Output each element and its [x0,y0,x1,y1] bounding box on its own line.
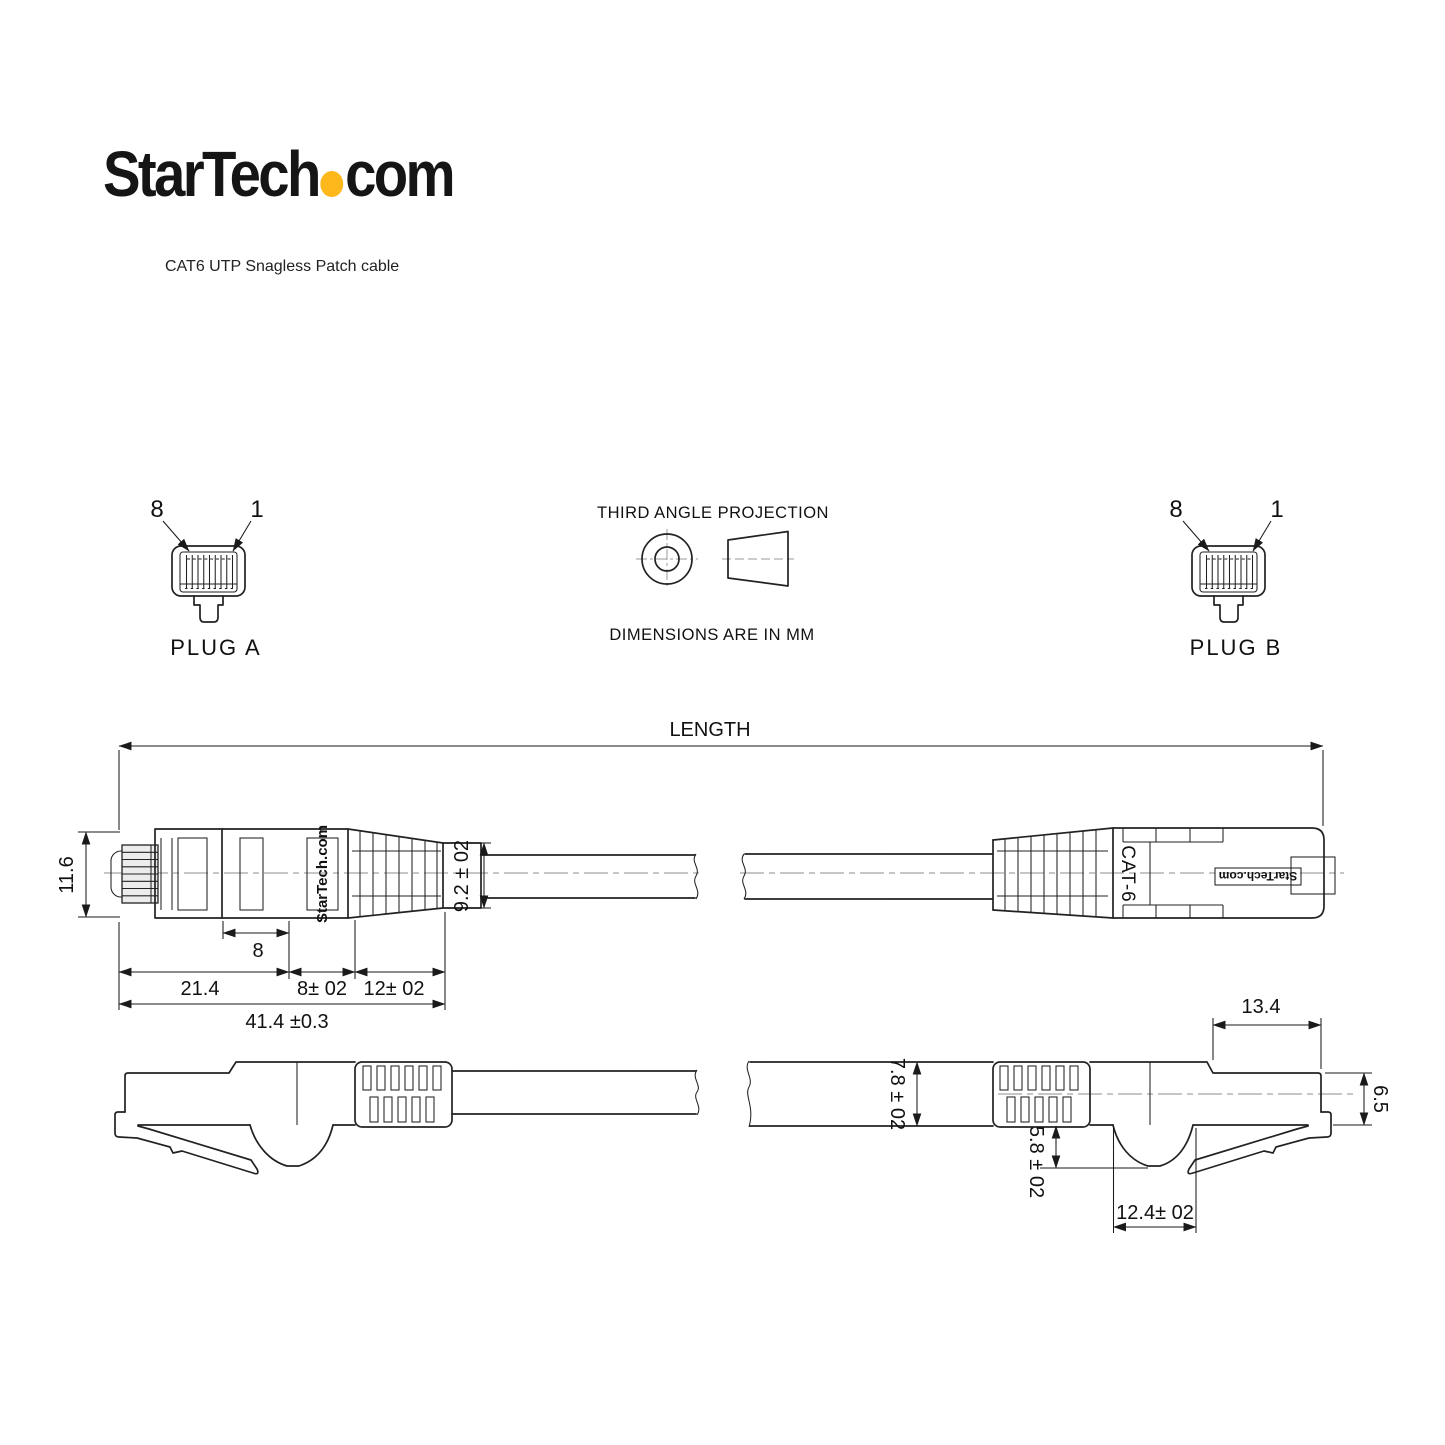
product-subtitle: CAT6 UTP Snagless Patch cable [165,258,400,275]
boot-hook [1113,1125,1193,1166]
plug-b-tab [1214,596,1243,622]
dim-21-4: 21.4 [180,978,220,1000]
latch-lever [1188,1112,1331,1174]
cable-break [742,854,746,899]
dim-8: 8 [252,940,264,962]
projection-title: THIRD ANGLE PROJECTION [597,504,829,522]
cable-left [481,854,698,899]
third-angle-projection [597,504,829,644]
plug-a-pins [180,555,237,589]
logo-text-left: StarTech [103,138,319,210]
dim-11-6: 11.6 [56,856,78,894]
plug-b-title: PLUG B [1189,635,1283,660]
boot-hook [250,1125,333,1166]
dim-12-4: 12.4± 02 [1116,1202,1194,1224]
plug-a-plan-view [111,825,698,923]
plug-b-pin8-label: 8 [1169,496,1183,523]
cable-break [694,854,698,899]
dim-9-2: 9.2 ± 02 [451,839,473,913]
cable-break [747,1061,751,1127]
plug-a-pin8-label: 8 [150,496,164,523]
units-note: DIMENSIONS ARE IN MM [609,626,815,644]
dim-13-4: 13.4 [1241,996,1281,1018]
dim-8-02: 8± 02 [297,978,347,1000]
plug-b-pin1-label: 1 [1270,496,1284,523]
brand-plate-text: StarTech.com [314,824,331,924]
plug-a-title: PLUG A [170,635,262,660]
cable-break [695,1070,699,1115]
boot-ribs [355,1062,452,1127]
dim-41-4: 41.4 ±0.3 [245,1011,329,1033]
plug-a-pin1-label: 1 [250,496,264,523]
body-window-2 [240,838,263,910]
plug-b-pin1-leader [1253,521,1271,551]
plug-a-pin1-leader [233,521,251,551]
length-label: LENGTH [669,719,751,741]
brand-plate-text: StarTech.com [1218,869,1298,883]
plug-a-front-view [150,496,263,660]
latch-lever [115,1112,258,1174]
logo-text-right: com [345,138,453,210]
dim-7-8: 7.8 ± 02 [886,1057,908,1131]
dim-5-8: 5.8 ± 02 [1025,1125,1047,1199]
body-window-1 [178,838,207,910]
dim-6-5: 6.5 [1369,1085,1391,1113]
cat6-label: CAT-6 [1117,845,1138,903]
side-view-left [115,1062,699,1174]
plug-a-dimensions [56,832,491,1033]
plug-b-pins [1200,555,1257,589]
plug-a-tab [194,596,223,622]
side-view-dimensions [886,996,1391,1233]
dim-12-02: 12± 02 [363,978,425,1000]
length-dimension [119,719,1323,830]
plug-b-front-view [1169,496,1283,660]
